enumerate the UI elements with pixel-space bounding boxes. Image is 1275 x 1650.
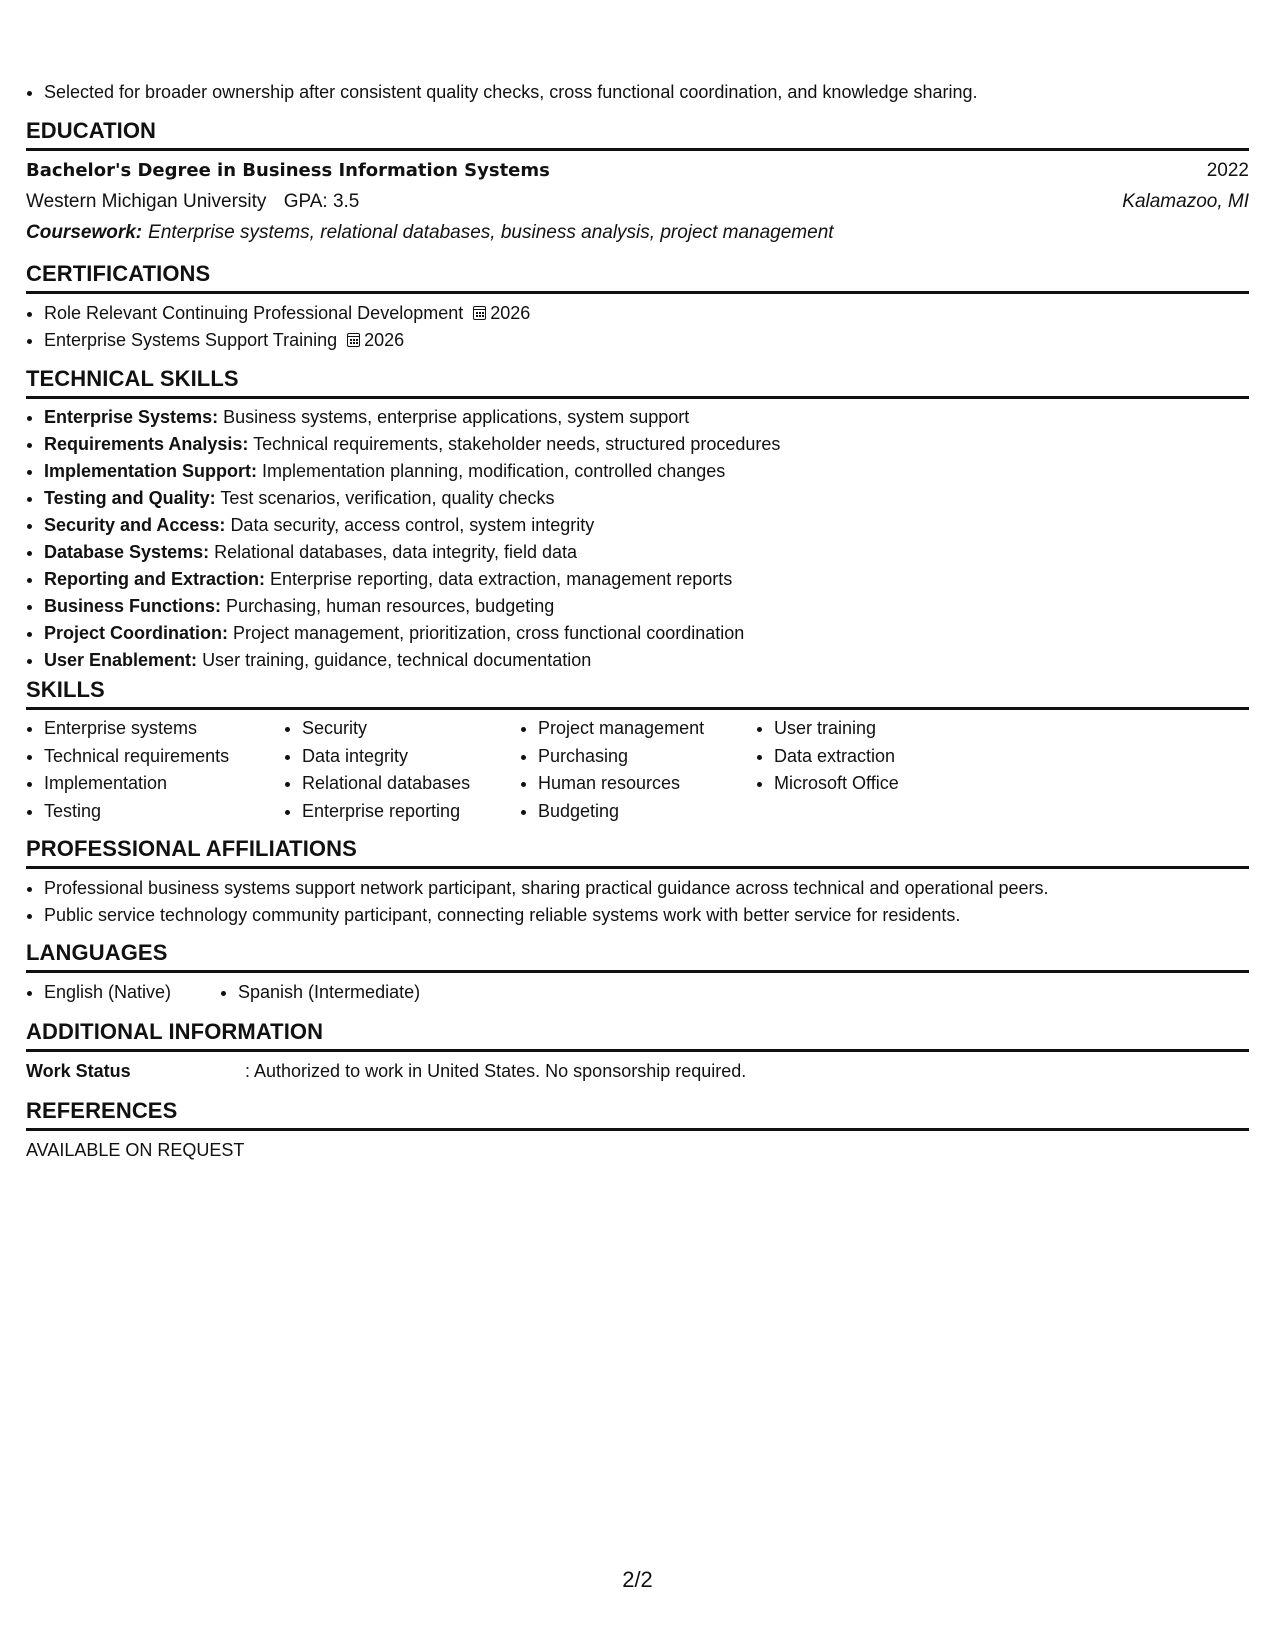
skills-grid xyxy=(26,715,1249,825)
list-item: • User training xyxy=(774,715,974,743)
skill-details: Business systems, enterprise applications, system support xyxy=(223,407,690,427)
section-divider xyxy=(26,707,1249,710)
section-divider xyxy=(26,291,1249,294)
list-item xyxy=(44,539,1249,566)
skills-column xyxy=(26,715,284,825)
skill-details: Data security, access control, system integrity xyxy=(230,515,595,535)
section-title-technical-skills: TECHNICAL SKILLS xyxy=(26,366,239,391)
affiliations-list xyxy=(26,875,1249,929)
list-item: • Data integrity xyxy=(302,743,520,771)
skill-category: Testing and Quality: xyxy=(44,488,216,508)
skill-category: User Enablement: xyxy=(44,650,198,670)
list-item: • Professional business systems support network participant, sharing practical guidance across technical and operational peers. xyxy=(44,875,1249,902)
languages-row xyxy=(26,979,1249,1006)
additional-info-section xyxy=(26,1018,1249,1085)
certification-name: Role Relevant Continuing Professional Development xyxy=(44,303,464,323)
section-title-additional-info: ADDITIONAL INFORMATION xyxy=(26,1019,324,1044)
page-number: 2/2 xyxy=(622,1567,653,1592)
list-item: • Relational databases xyxy=(302,770,520,798)
list-item: • Spanish (Intermediate) xyxy=(238,979,420,1006)
skill-details: Project management, prioritization, cross functional coordination xyxy=(233,623,745,643)
work-status-value: : Authorized to work in United States. No sponsorship required. xyxy=(245,1061,747,1081)
skill-details: Relational databases, data integrity, field data xyxy=(214,542,578,562)
list-item xyxy=(44,512,1249,539)
list-item xyxy=(44,485,1249,512)
references-section xyxy=(26,1097,1249,1164)
degree-name: Bachelor's Degree in Business Information Systems xyxy=(26,160,550,181)
skills-section xyxy=(26,676,1249,825)
technical-skills-section xyxy=(26,365,1249,674)
skill-category: Enterprise Systems: xyxy=(44,407,219,427)
list-item: • Purchasing xyxy=(538,743,756,771)
skill-category: Database Systems: xyxy=(44,542,210,562)
section-divider xyxy=(26,148,1249,151)
skill-category: Requirements Analysis: xyxy=(44,434,249,454)
languages-list xyxy=(220,979,420,1006)
list-item xyxy=(44,327,1249,354)
skill-category: Security and Access: xyxy=(44,515,226,535)
skill-details: Enterprise reporting, data extraction, management reports xyxy=(270,569,733,589)
skill-details: Technical requirements, stakeholder needs, structured procedures xyxy=(253,434,781,454)
skill-details: Purchasing, human resources, budgeting xyxy=(226,596,555,616)
school-name: Western Michigan University xyxy=(26,191,267,212)
school-location: Kalamazoo, MI xyxy=(1122,191,1249,212)
skill-category: Reporting and Extraction: xyxy=(44,569,266,589)
coursework-label: Coursework: xyxy=(26,222,143,243)
list-item: • Data extraction xyxy=(774,743,974,771)
technical-skills-list xyxy=(26,404,1249,674)
calendar-icon xyxy=(473,306,486,320)
list-item: • Human resources xyxy=(538,770,756,798)
skill-category: Business Functions: xyxy=(44,596,222,616)
list-item: • Microsoft Office xyxy=(774,770,974,798)
section-title-languages: LANGUAGES xyxy=(26,940,168,965)
list-item xyxy=(44,458,1249,485)
coursework-row xyxy=(26,217,1249,248)
list-item: • Selected for broader ownership after consistent quality checks, cross functional coordination, and knowledge sharing. xyxy=(44,79,978,106)
coursework-text: Enterprise systems, relational databases, business analysis, project management xyxy=(148,222,834,243)
education-section xyxy=(26,117,1249,248)
section-title-affiliations: PROFESSIONAL AFFILIATIONS xyxy=(26,836,357,861)
skill-category: Project Coordination: xyxy=(44,623,228,643)
list-item xyxy=(44,566,1249,593)
education-degree-row xyxy=(26,155,1249,186)
skills-column xyxy=(520,715,756,825)
skill-category: Implementation Support: xyxy=(44,461,257,481)
list-item xyxy=(44,431,1249,458)
list-item: • Enterprise systems xyxy=(44,715,284,743)
section-title-education: EDUCATION xyxy=(26,118,157,143)
section-divider xyxy=(26,970,1249,973)
education-school-row xyxy=(26,186,1249,217)
list-item: • English (Native) xyxy=(44,979,220,1006)
list-item: • Project management xyxy=(538,715,756,743)
list-item xyxy=(44,300,1249,327)
calendar-icon xyxy=(347,333,360,347)
graduation-year: 2022 xyxy=(1206,160,1249,181)
certifications-section xyxy=(26,260,1249,354)
skills-column xyxy=(756,715,974,825)
section-title-references: REFERENCES xyxy=(26,1098,178,1123)
list-item: • Technical requirements xyxy=(44,743,284,771)
certification-name: Enterprise Systems Support Training xyxy=(44,330,338,350)
languages-list xyxy=(26,979,220,1006)
skill-details: Test scenarios, verification, quality checks xyxy=(220,488,555,508)
languages-section xyxy=(26,939,1249,1006)
experience-continuation-list xyxy=(26,79,978,106)
list-item: • Budgeting xyxy=(538,798,756,826)
list-item: • Enterprise reporting xyxy=(302,798,520,826)
list-item xyxy=(44,404,1249,431)
list-item: • Security xyxy=(302,715,520,743)
certification-year: 2026 xyxy=(490,303,531,323)
list-item xyxy=(44,647,1249,674)
certification-year: 2026 xyxy=(364,330,405,350)
list-item: • Implementation xyxy=(44,770,284,798)
resume-page xyxy=(26,0,1249,1650)
work-status-row xyxy=(26,1058,1249,1085)
section-title-certifications: CERTIFICATIONS xyxy=(26,261,211,286)
list-item: • Testing xyxy=(44,798,284,826)
list-item xyxy=(44,593,1249,620)
list-item: • Public service technology community participant, connecting reliable systems work with better service for residents. xyxy=(44,902,1249,929)
work-status-label: Work Status xyxy=(26,1061,131,1081)
section-title-skills: SKILLS xyxy=(26,677,105,702)
certifications-list xyxy=(26,300,1249,354)
gpa: GPA: 3.5 xyxy=(283,191,360,212)
section-divider xyxy=(26,1128,1249,1131)
skills-column xyxy=(284,715,520,825)
affiliations-section xyxy=(26,835,1249,929)
section-divider xyxy=(26,866,1249,869)
section-divider xyxy=(26,396,1249,399)
skill-details: Implementation planning, modification, controlled changes xyxy=(262,461,726,481)
section-divider xyxy=(26,1049,1249,1052)
references-text: AVAILABLE ON REQUEST xyxy=(26,1140,245,1160)
list-item xyxy=(44,620,1249,647)
skill-details: User training, guidance, technical documentation xyxy=(202,650,592,670)
